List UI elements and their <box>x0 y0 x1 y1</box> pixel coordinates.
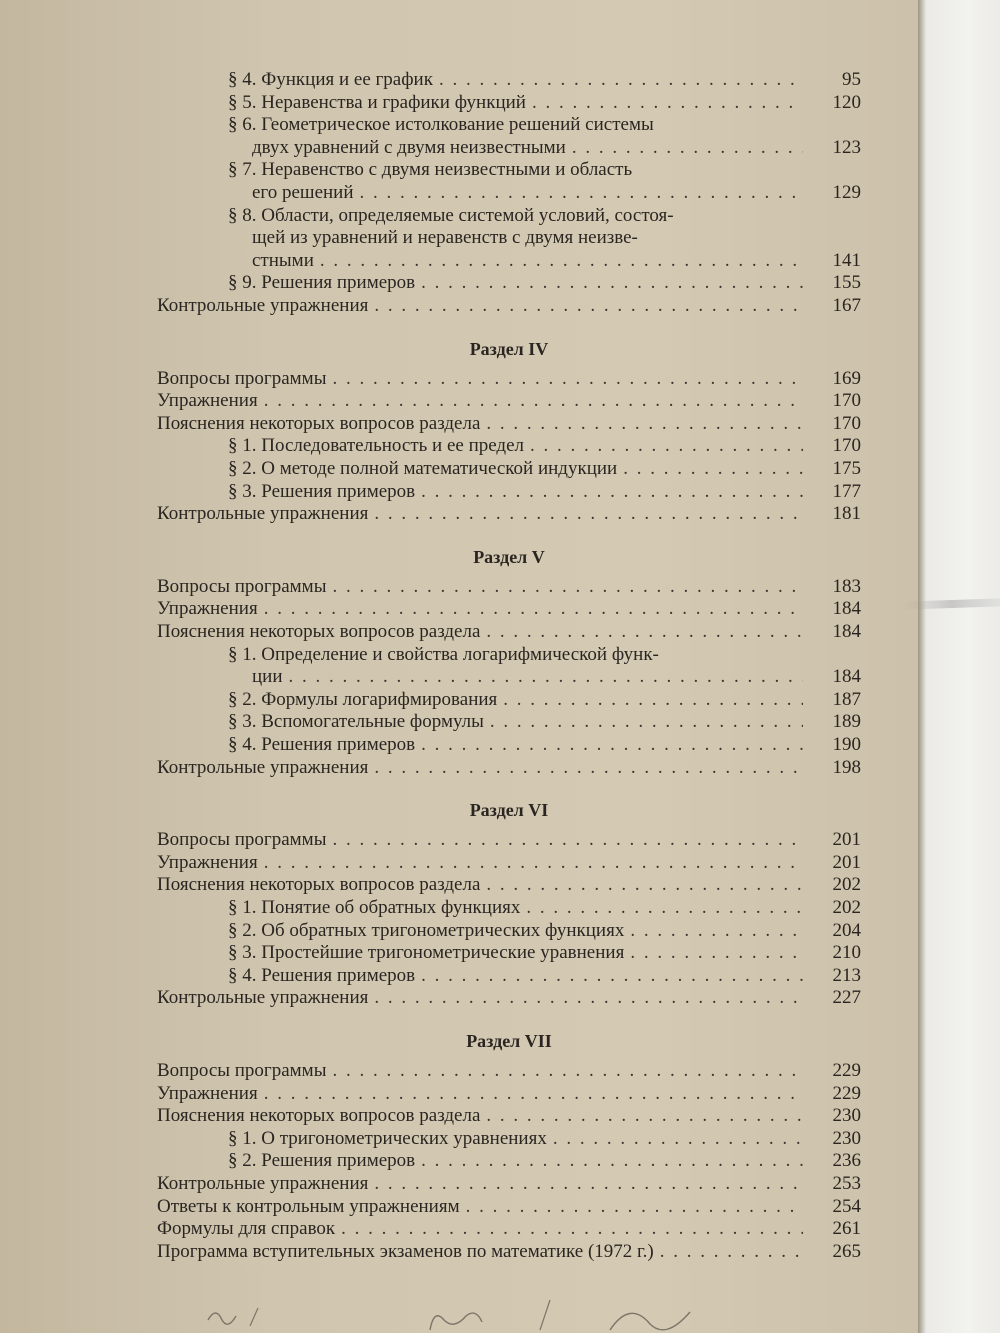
page-number: 129 <box>832 182 861 203</box>
page-number: 187 <box>832 689 861 710</box>
page-number: 254 <box>832 1196 861 1217</box>
toc-entry <box>157 1149 861 1173</box>
section-heading: Раздел VI <box>469 800 549 820</box>
page-number: 141 <box>832 250 861 271</box>
dot-leader <box>326 367 803 391</box>
page-number: 229 <box>832 1060 861 1081</box>
section-heading: Раздел IV <box>469 339 549 359</box>
toc-entry <box>157 756 861 780</box>
toc-entry-title: § 2. Формулы логарифмирования <box>228 689 498 710</box>
dot-leader <box>520 896 803 920</box>
toc-entry-title: Контрольные упражнения <box>157 503 369 524</box>
section-heading: Раздел VII <box>466 1031 552 1051</box>
toc-entry-title: § 2. Об обратных тригонометрических функциях <box>228 920 625 941</box>
page-number: 167 <box>832 295 861 316</box>
toc-entry <box>157 1104 861 1128</box>
dot-leader <box>526 91 803 115</box>
dot-leader <box>415 1149 803 1173</box>
dot-leader <box>326 1059 803 1083</box>
toc-entry-line: § 8. Области, определяемые системой условий, состоя- <box>228 205 674 226</box>
dot-leader <box>258 1082 803 1106</box>
page-number: 170 <box>832 435 861 456</box>
dot-leader <box>258 851 803 875</box>
toc-entry-title: § 1. О тригонометрических уравнениях <box>228 1128 547 1149</box>
toc-entry <box>157 919 861 943</box>
page-number: 253 <box>832 1173 861 1194</box>
dot-leader <box>415 480 803 504</box>
dot-leader <box>433 68 803 92</box>
toc-entry <box>157 136 861 160</box>
page-number: 184 <box>832 598 861 619</box>
dot-leader <box>480 1104 803 1128</box>
toc-entry-title: Программа вступительных экзаменов по математике (1972 г.) <box>157 1241 654 1262</box>
page-number: 169 <box>832 368 861 389</box>
section-heading: Раздел V <box>473 547 545 567</box>
page-number: 201 <box>832 829 861 850</box>
dot-leader <box>460 1195 803 1219</box>
page-number: 230 <box>832 1128 861 1149</box>
dot-leader <box>368 1172 803 1196</box>
toc-entry-title: Пояснения некоторых вопросов раздела <box>157 621 481 642</box>
toc-entry <box>157 367 861 391</box>
toc-entry <box>157 1127 861 1151</box>
page-number: 213 <box>832 965 861 986</box>
toc-entry <box>157 457 861 481</box>
dot-leader <box>368 502 803 526</box>
page-number: 95 <box>842 69 861 90</box>
dot-leader <box>326 828 803 852</box>
toc-entry-title: двух уравнений с двумя неизвестными <box>252 137 566 158</box>
toc-entry <box>157 986 861 1010</box>
toc-entry-title: Контрольные упражнения <box>157 757 369 778</box>
toc-entry-title: Вопросы программы <box>157 1060 327 1081</box>
facing-page-edge <box>918 0 1000 1333</box>
toc-entry-title: § 3. Вспомогательные формулы <box>228 711 484 732</box>
toc-entry-title: Формулы для справок <box>157 1218 336 1239</box>
toc-entry-title: § 1. Понятие об обратных функциях <box>228 897 521 918</box>
toc-entry-line: щей из уравнений и неравенств с двумя неизве- <box>252 227 638 248</box>
toc-entry <box>157 389 861 413</box>
toc-entry <box>157 68 861 92</box>
page-number: 181 <box>832 503 861 524</box>
toc-entry-title: стными <box>252 250 314 271</box>
toc-entry <box>157 851 861 875</box>
toc-entry-title: § 4. Решения примеров <box>228 965 416 986</box>
page-number: 183 <box>832 576 861 597</box>
toc-entry <box>157 1217 861 1241</box>
dot-leader <box>258 597 803 621</box>
dot-leader <box>497 688 803 712</box>
toc-entry-line: § 1. Определение и свойства логарифмической функ- <box>228 644 659 665</box>
toc-entry <box>157 873 861 897</box>
dot-leader <box>415 733 803 757</box>
toc-entry <box>157 597 861 621</box>
dot-leader <box>480 620 803 644</box>
dot-leader <box>547 1127 803 1151</box>
toc-entry <box>157 665 861 689</box>
toc-entry-title: Контрольные упражнения <box>157 295 369 316</box>
toc-entry <box>157 620 861 644</box>
dot-leader <box>314 249 803 273</box>
toc-entry-title: Контрольные упражнения <box>157 987 369 1008</box>
toc-entry-title: § 5. Неравенства и графики функций <box>228 92 526 113</box>
page-number: 170 <box>832 390 861 411</box>
toc-entry <box>157 1240 861 1264</box>
toc-entry-title: § 4. Решения примеров <box>228 734 416 755</box>
toc-entry <box>157 710 861 734</box>
toc-entry <box>157 412 861 436</box>
toc-entry <box>157 1082 861 1106</box>
page-number: 201 <box>832 852 861 873</box>
dot-leader <box>368 756 803 780</box>
toc-entry-title: Упражнения <box>157 1083 258 1104</box>
toc-entry-title: Пояснения некоторых вопросов раздела <box>157 413 481 434</box>
page-number: 230 <box>832 1105 861 1126</box>
toc-entry <box>157 181 861 205</box>
dot-leader <box>480 873 803 897</box>
toc-entry <box>157 249 861 273</box>
toc-entry-title: Упражнения <box>157 598 258 619</box>
toc-entry-title: Пояснения некоторых вопросов раздела <box>157 874 481 895</box>
dot-leader <box>415 271 803 295</box>
toc-entry <box>157 896 861 920</box>
toc-entry <box>157 502 861 526</box>
page-number: 123 <box>832 137 861 158</box>
page-number: 202 <box>832 897 861 918</box>
page-number: 184 <box>832 621 861 642</box>
toc-entry <box>157 480 861 504</box>
toc-entry <box>157 271 861 295</box>
dot-leader <box>335 1217 803 1241</box>
toc-entry <box>157 434 861 458</box>
toc-entry <box>157 964 861 988</box>
page-number: 265 <box>832 1241 861 1262</box>
toc-entry <box>157 828 861 852</box>
handwritten-scribble <box>180 1290 820 1333</box>
toc-entry-title: Вопросы программы <box>157 829 327 850</box>
toc-entry-title: § 3. Решения примеров <box>228 481 416 502</box>
dot-leader <box>283 665 803 689</box>
page-number: 227 <box>832 987 861 1008</box>
dot-leader <box>624 941 803 965</box>
toc-entry-title: Вопросы программы <box>157 576 327 597</box>
page-number: 229 <box>832 1083 861 1104</box>
dot-leader <box>566 136 803 160</box>
page-number: 210 <box>832 942 861 963</box>
toc-entry-title: его решений <box>252 182 354 203</box>
toc-entry-title: Пояснения некоторых вопросов раздела <box>157 1105 481 1126</box>
dot-leader <box>354 181 803 205</box>
toc-entry-line: § 6. Геометрическое истолкование решений системы <box>228 114 654 135</box>
dot-leader <box>480 412 803 436</box>
page-number: 236 <box>832 1150 861 1171</box>
dot-leader <box>624 919 803 943</box>
dot-leader <box>326 575 803 599</box>
page-number: 184 <box>832 666 861 687</box>
toc-entry-title: § 2. О методе полной математической индукции <box>228 458 618 479</box>
toc-entry-title: § 4. Функция и ее график <box>228 69 433 90</box>
dot-leader <box>258 389 803 413</box>
toc-entry <box>157 1195 861 1219</box>
toc-entry <box>157 575 861 599</box>
dot-leader <box>368 294 803 318</box>
page-number: 202 <box>832 874 861 895</box>
toc-entry <box>157 688 861 712</box>
page-number: 175 <box>832 458 861 479</box>
dot-leader <box>484 710 803 734</box>
dot-leader <box>524 434 803 458</box>
toc-entry <box>157 294 861 318</box>
page-number: 204 <box>832 920 861 941</box>
toc-entry-title: § 2. Решения примеров <box>228 1150 416 1171</box>
toc-entry <box>157 1059 861 1083</box>
dot-leader <box>368 986 803 1010</box>
toc-entry-title: Вопросы программы <box>157 368 327 389</box>
toc-entry-title: Упражнения <box>157 852 258 873</box>
page-number: 155 <box>832 272 861 293</box>
toc-entry-title: ции <box>252 666 283 687</box>
dot-leader <box>415 964 803 988</box>
toc-entry-title: § 1. Последовательность и ее предел <box>228 435 525 456</box>
toc-entry-title: § 3. Простейшие тригонометрические уравнения <box>228 942 625 963</box>
page-number: 189 <box>832 711 861 732</box>
page-number: 198 <box>832 757 861 778</box>
dot-leader <box>617 457 803 481</box>
toc-entry <box>157 941 861 965</box>
toc-entry <box>157 733 861 757</box>
toc-entry-title: § 9. Решения примеров <box>228 272 416 293</box>
toc-entry-title: Контрольные упражнения <box>157 1173 369 1194</box>
toc-entry-line: § 7. Неравенство с двумя неизвестными и область <box>228 159 633 180</box>
page-number: 170 <box>832 413 861 434</box>
toc-entry-title: Ответы к контрольным упражнениям <box>157 1196 460 1217</box>
page-number: 177 <box>832 481 861 502</box>
dot-leader <box>654 1240 803 1264</box>
page-number: 120 <box>832 92 861 113</box>
toc-entry <box>157 91 861 115</box>
toc-entry-title: Упражнения <box>157 390 258 411</box>
page-number: 190 <box>832 734 861 755</box>
page-number: 261 <box>832 1218 861 1239</box>
toc-entry <box>157 1172 861 1196</box>
